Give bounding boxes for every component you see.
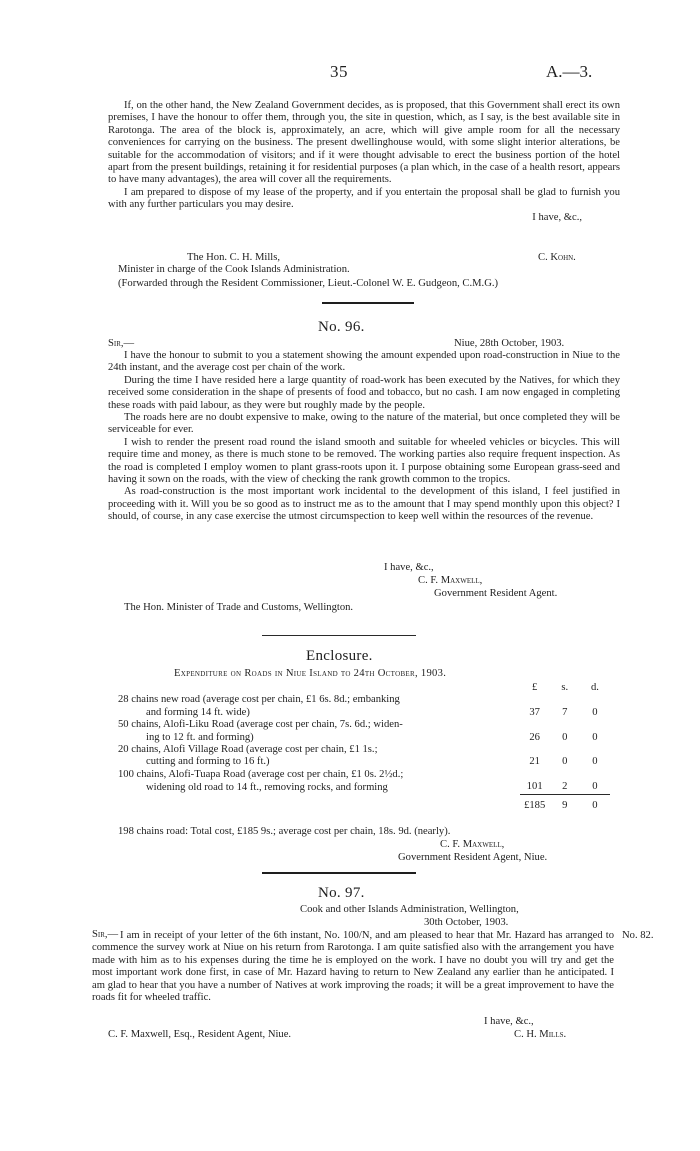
- expenditure-table: [118, 682, 610, 812]
- item-line-2: cutting and forming to 16 ft.): [146, 756, 270, 768]
- no97-date: 30th October, 1903.: [424, 917, 509, 928]
- kohn-letter: [108, 100, 620, 224]
- no96-paragraph: I have the honour to submit to you a statement showing the amount expended upon road-construction in Niue to the 24th instant, and the average cost per chain of the work.: [108, 350, 620, 374]
- pounds-header: £: [532, 682, 538, 693]
- item-shillings: 0: [562, 756, 568, 768]
- item-pence: 0: [592, 706, 598, 718]
- table-row: [118, 769, 610, 781]
- item-line-2: ing to 12 ft. and forming): [146, 731, 254, 743]
- kohn-addressee-line-2: Minister in charge of the Cook Islands Administration.: [118, 264, 350, 275]
- item-line-1: 28 chains new road (average cost per chain, £1 6s. 8d.; embanking: [118, 694, 400, 706]
- no96-addressee: The Hon. Minister of Trade and Customs, Wellington.: [124, 602, 354, 613]
- section-divider: [262, 872, 416, 874]
- enclosure-summary: 198 chains road: Total cost, £185 9s.; average cost per chain, 18s. 9d. (nearly).: [118, 826, 451, 837]
- item-pounds: 37: [529, 706, 540, 718]
- no97-salutation: Sir,—: [92, 929, 119, 940]
- item-line-2: and forming 14 ft. wide): [146, 706, 250, 718]
- forwarded-note: (Forwarded through the Resident Commissioner, Lieut.-Colonel W. E. Gudgeon, C.M.G.): [118, 278, 499, 289]
- table-row: [118, 781, 610, 794]
- no96-paragraph: As road-construction is the most important work incidental to the development of this island, I feel justified in proceeding with it. Will you be so good as to instruct me as to the amount that I may spend monthly upon this object? I should, of course, in any case exercise the utmost circumspection to keep well within the resources of the revenue.: [108, 486, 620, 523]
- no96-place-date: Niue, 28th October, 1903.: [454, 338, 565, 349]
- item-pounds: 26: [529, 731, 540, 743]
- no96-signature-name: C. F. Maxwell,: [418, 575, 483, 586]
- table-row: [118, 756, 610, 768]
- no97-sender: Cook and other Islands Administration, Wellington,: [300, 904, 519, 915]
- section-divider: [322, 302, 414, 304]
- total-shillings: 9: [550, 794, 580, 812]
- enclosure-signature-name: C. F. Maxwell,: [440, 839, 505, 850]
- item-line-1: 100 chains, Alofi-Tuapa Road (average cost per chain, £1 0s. 2½d.;: [118, 768, 404, 780]
- no97-addressee: C. F. Maxwell, Esq., Resident Agent, Niue.: [108, 1029, 292, 1040]
- item-pence: 0: [592, 781, 598, 793]
- no97-signature: C. H. Mills.: [514, 1029, 567, 1040]
- item-shillings: 2: [562, 781, 568, 793]
- total-row: [118, 794, 610, 812]
- item-pence: 0: [592, 731, 598, 743]
- enclosure-subtitle: Expenditure on Roads in Niue Island to 24th October, 1903.: [174, 668, 447, 679]
- item-shillings: 7: [562, 706, 568, 718]
- table-row: [118, 744, 610, 756]
- pence-header: d.: [590, 682, 599, 693]
- item-line-2: widening old road to 14 ft., removing rocks, and forming: [146, 781, 388, 793]
- kohn-closing: I have, &c.,: [532, 211, 582, 223]
- no96-paragraph: I wish to render the present road round the island smooth and suitable for wheeled vehicles or bicycles. This will require time and money, as there is much stone to be removed. The working parties also require frequent inspection. As the road is completed I employ women to plant grass-roots upon it. I purpose obtaining some European grass-seed and having it sown on the roads, with the view of checking the rank growth common to the tropics.: [108, 436, 620, 486]
- table-row: [118, 732, 610, 744]
- kohn-paragraph-1: If, on the other hand, the New Zealand Government decides, as is proposed, that this Government shall erect its own premises, I have the honour to offer them, through you, the site in question, which, as I say, is the best available site in Rarotonga. The area of the block is, approximately, an acre, which will give ample room for all the necessary conveniences for carrying on the business. The present dwellinghouse would, with some slight interior alterations, be suitable for the accommodation of visitors; and if it were thought advisable to erect the business portion of the hotel apart from the present buildings, retaining it for residential purposes (a plan which, in the case of a health resort, appears to have many advantages), the area will cover all the requirements.: [108, 100, 620, 186]
- kohn-addressee-line-1: The Hon. C. H. Mills,: [187, 252, 280, 263]
- shillings-header: s.: [561, 682, 569, 693]
- enclosure-title: Enclosure.: [306, 648, 373, 664]
- item-line-1: 50 chains, Alofi-Liku Road (average cost per chain, 7s. 6d.; widen-: [118, 719, 403, 731]
- no97-paragraph: I am in receipt of your letter of the 6th instant, No. 100/N, and am pleased to hear that Mr. Hazard has arranged to commence the survey work at Niue on his return from Rarotonga. I am quite satisfied also with the arrangement you have made with him as to his expenses during the time he is employed on the work. I have no doubt you will try and get the most important work done first, in case of Mr. Hazard having to return to New Zealand any earlier than he anticipated. I am glad to hear that you have a number of Natives at work improving the roads; it will be a great improvement to have the roads fit for wheeled traffic.: [92, 930, 614, 1004]
- total-pounds: £185: [520, 794, 550, 812]
- table-row: [118, 694, 610, 706]
- no96-title: No. 96.: [318, 319, 365, 335]
- parliamentary-paper-reference: A.—3.: [546, 62, 593, 81]
- kohn-paragraph-2: I am prepared to dispose of my lease of the property, and if you entertain the proposal shall be glad to furnish you with any further particulars you may desire.: [108, 186, 620, 211]
- no96-paragraph: The roads here are no doubt expensive to make, owing to the nature of the material, but once completed they will be serviceable for ever.: [108, 412, 620, 436]
- no96-paragraph: During the time I have resided here a large quantity of road-work has been executed by the Natives, for which they received some consideration in the shape of presents of food and tobacco, but no cash. I am now engaged in completing these roads with paid labour, as they were but roughly made by the people.: [108, 374, 620, 411]
- no96-salutation: Sir,—: [108, 338, 135, 349]
- enclosure-signature-title: Government Resident Agent, Niue.: [398, 852, 548, 863]
- no97-body: [92, 930, 614, 1004]
- no96-closing: I have, &c.,: [384, 562, 434, 573]
- item-shillings: 0: [562, 731, 568, 743]
- item-pence: 0: [592, 756, 598, 768]
- currency-header-row: [118, 682, 610, 694]
- item-line-1: 20 chains, Alofi Village Road (average cost per chain, £1 1s.;: [118, 744, 378, 756]
- no97-closing: I have, &c.,: [484, 1016, 534, 1027]
- page-number: 35: [330, 62, 348, 81]
- section-divider: [262, 635, 416, 636]
- table-row: [118, 707, 610, 719]
- item-pounds: 101: [526, 781, 543, 793]
- no96-body: [108, 350, 620, 524]
- table-row: [118, 719, 610, 731]
- kohn-signature: C. Kohn.: [538, 252, 576, 263]
- total-pence: 0: [580, 794, 610, 812]
- no97-title: No. 97.: [318, 885, 365, 901]
- no97-margin-note: No. 82.: [622, 930, 654, 941]
- item-pounds: 21: [529, 756, 540, 768]
- no96-signature-title: Government Resident Agent.: [434, 588, 558, 599]
